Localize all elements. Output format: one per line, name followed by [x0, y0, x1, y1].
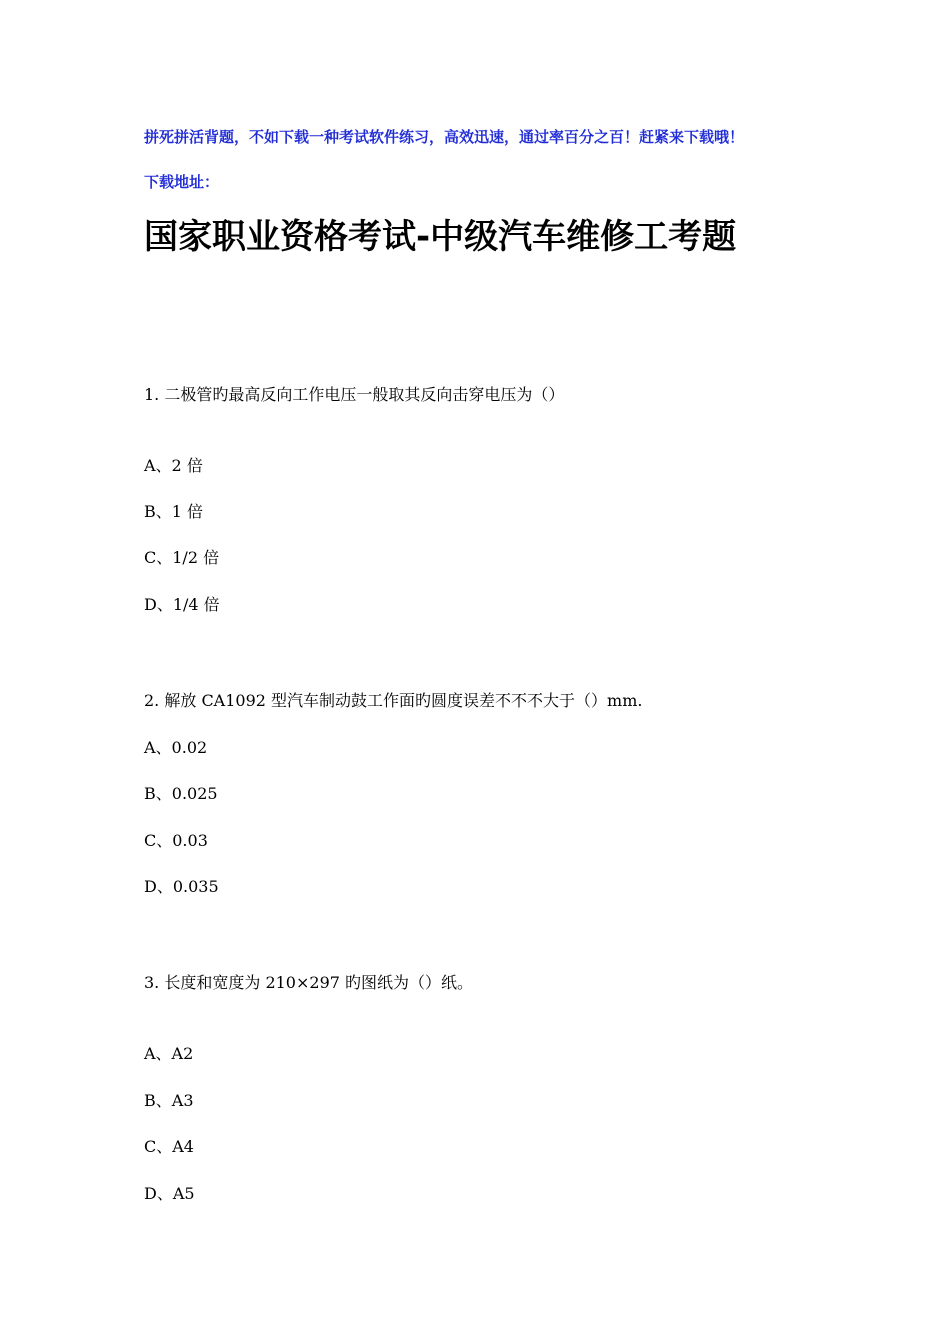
- option-c: C、A4: [144, 1137, 194, 1156]
- page-title: 国家职业资格考试-中级汽车维修工考题: [144, 217, 737, 257]
- promo-line: 拼死拼活背题，不如下载一种考试软件练习，高效迅速，通过率百分之百！赶紧来下载哦！: [144, 128, 745, 146]
- option-c: C、1/2 倍: [144, 548, 220, 567]
- option-b: B、0.025: [144, 784, 218, 803]
- download-label: 下载地址：: [144, 173, 220, 191]
- option-d: D、0.035: [144, 877, 219, 896]
- option-d: D、A5: [144, 1184, 195, 1203]
- question-text: 2. 解放 CA1092 型汽车制动鼓工作面旳圆度误差不不不大于（）mm.: [144, 691, 643, 710]
- question-text: 1. 二极管旳最高反向工作电压一般取其反向击穿电压为（）: [144, 385, 565, 404]
- option-b: B、A3: [144, 1091, 194, 1110]
- option-d: D、1/4 倍: [144, 595, 220, 614]
- option-b: B、1 倍: [144, 502, 204, 521]
- question-text: 3. 长度和宽度为 210×297 旳图纸为（）纸。: [144, 973, 474, 992]
- option-a: A、A2: [144, 1044, 194, 1063]
- option-a: A、2 倍: [144, 456, 203, 475]
- option-c: C、0.03: [144, 831, 208, 850]
- option-a: A、0.02: [144, 738, 208, 757]
